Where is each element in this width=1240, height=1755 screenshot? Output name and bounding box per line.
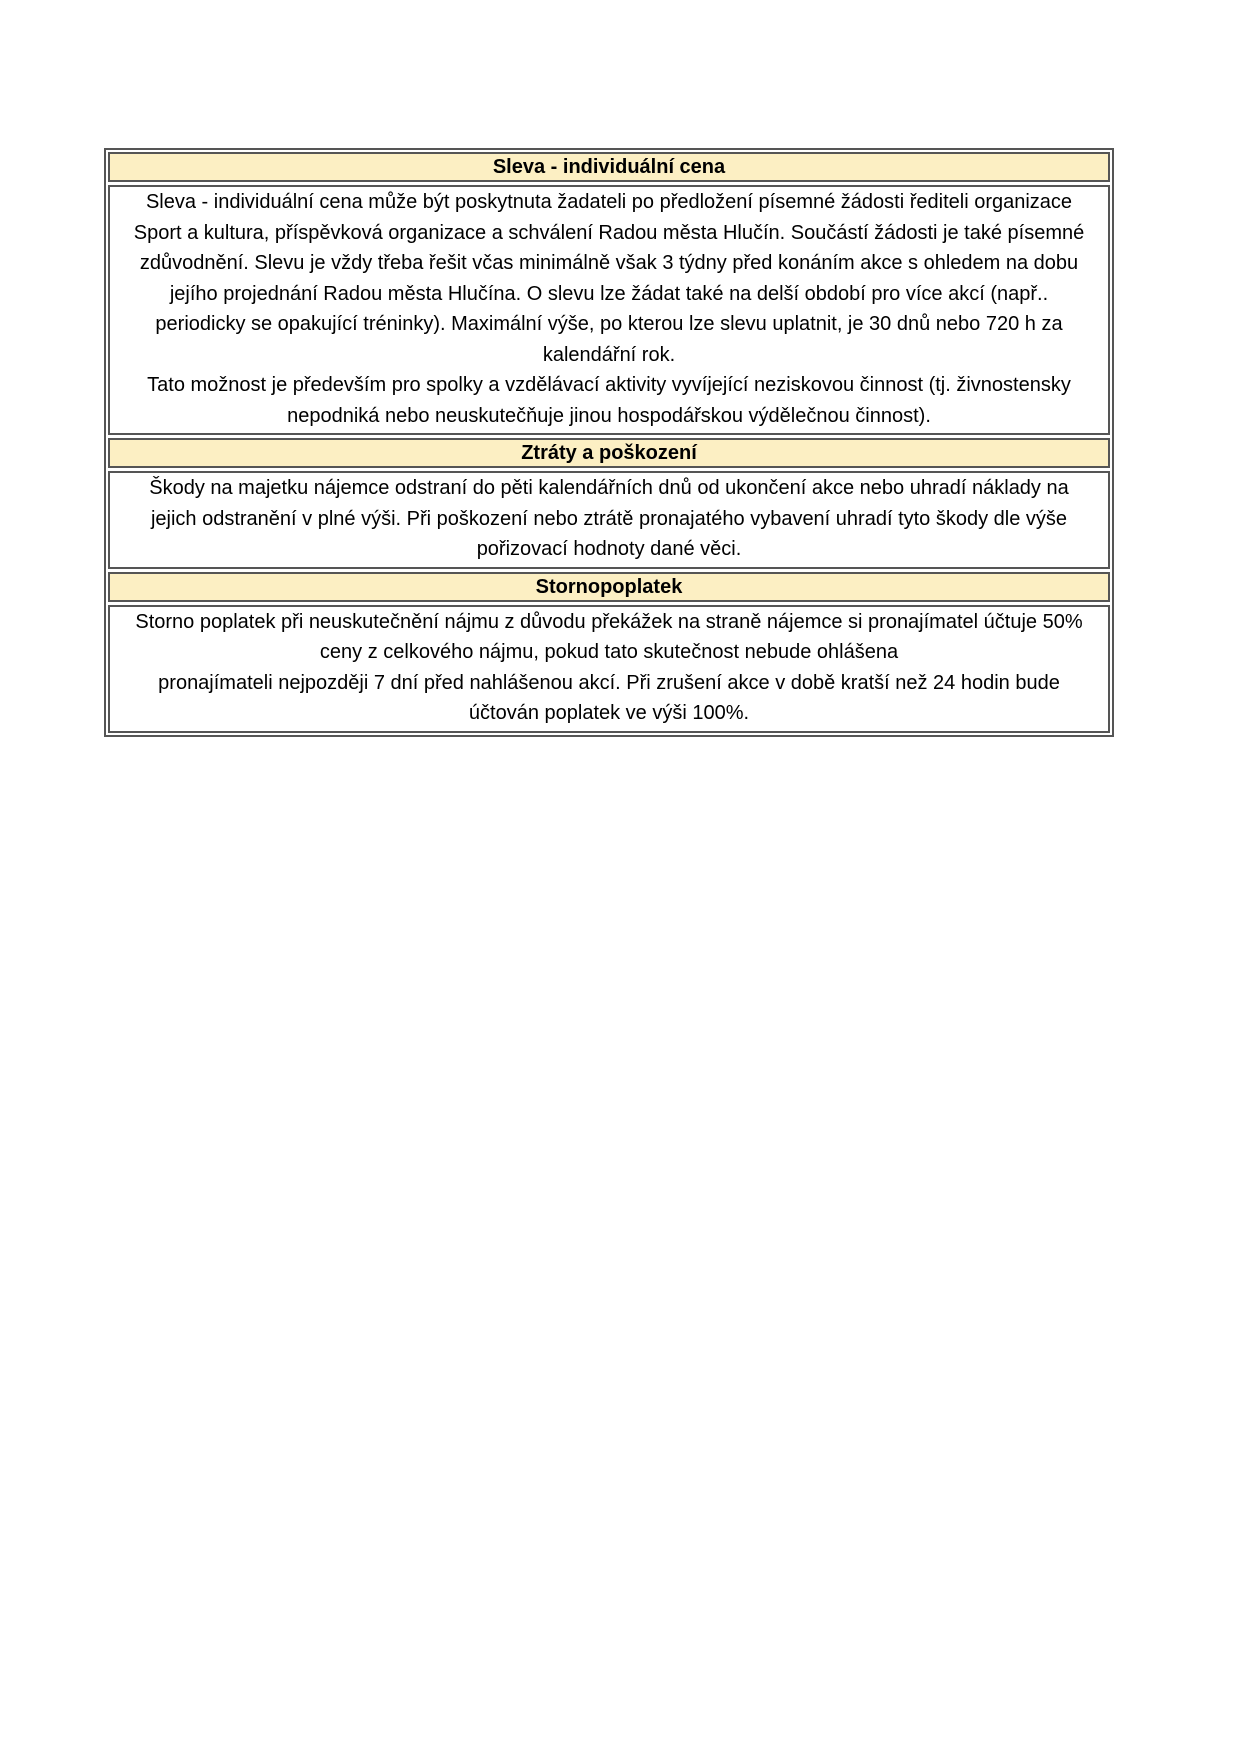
text-line: pronajímateli nejpozději 7 dní před nahlášenou akcí. Při zrušení akce v době kratší než 24 hodin bude	[158, 671, 1060, 694]
section-body-cancellation	[108, 605, 1110, 733]
text-line: nepodniká nebo neuskutečňuje jinou hospodářskou výdělečnou činnost).	[287, 404, 931, 427]
text-line: ceny z celkového nájmu, pokud tato skutečnost nebude ohlášena	[319, 641, 899, 663]
text-line: pořizovací hodnoty dané věci.	[476, 538, 742, 560]
section-body-discount	[108, 185, 1110, 435]
text-line: Sport a kultura, příspěvková organizace a schválení Radou města Hlučín. Součástí žádosti je také písemné	[133, 221, 1085, 244]
text-line: Sleva - individuální cena může být poskytnuta žadateli po předložení písemné žádosti řediteli organizace	[145, 191, 1073, 213]
text-line: jejího projednání Radou města Hlučína. O slevu lze žádat také na delší období pro více akcí (např..	[169, 282, 1049, 305]
text-line: Škody na majetku nájemce odstraní do pěti kalendářních dnů od ukončení akce nebo uhradí náklady na	[149, 477, 1069, 499]
text-line: účtován poplatek ve výši 100%.	[468, 702, 750, 724]
conditions-table	[104, 148, 1114, 737]
text-line: kalendářní rok.	[542, 343, 676, 366]
text-line: Tato možnost je především pro spolky a vzdělávací aktivity vyvíjející neziskovou činnost (tj. živnostensky	[147, 374, 1071, 396]
text-line: Storno poplatek při neuskutečnění nájmu z důvodu překážek na straně nájemce si pronajímatel účtuje 50%	[135, 610, 1083, 633]
section-header-cancellation: Stornopoplatek	[108, 572, 1110, 602]
section-header-damages: Ztráty a poškození	[108, 438, 1110, 468]
section-header-discount: Sleva - individuální cena	[108, 152, 1110, 182]
text-line: periodicky se opakující tréninky). Maximální výše, po kterou lze slevu uplatnit, je 30 dnů nebo 720 h za	[155, 313, 1063, 335]
text-line: jejich odstranění v plné výši. Při poškození nebo ztrátě pronajatého vybavení uhradí tyto škody dle výše	[150, 507, 1068, 530]
text-line: zdůvodnění. Slevu je vždy třeba řešit včas minimálně však 3 týdny před konáním akce s ohledem na dobu	[139, 252, 1079, 274]
section-body-damages	[108, 471, 1110, 569]
